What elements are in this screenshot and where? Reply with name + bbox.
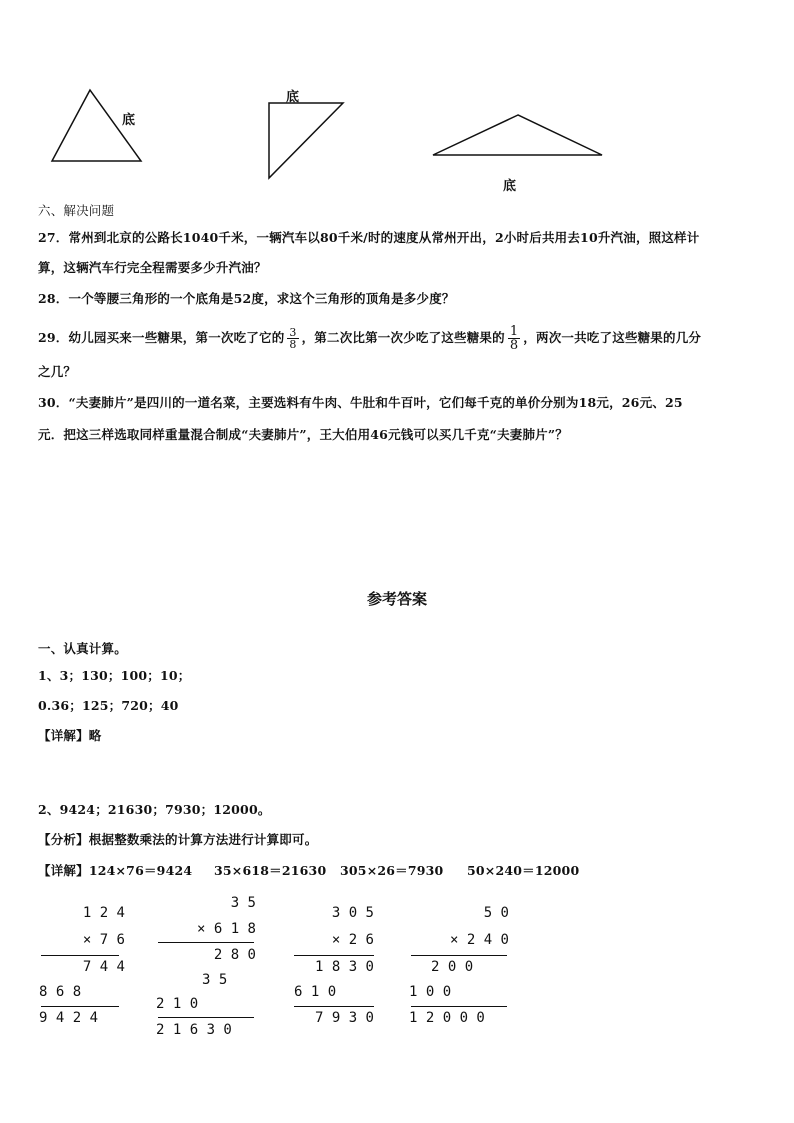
calc-row: × 2 4 0 xyxy=(449,932,509,948)
calc-rule xyxy=(158,942,254,943)
calc-row: 2 8 0 xyxy=(213,947,256,963)
calc-row: 1 0 0 xyxy=(409,984,452,1000)
calc-row: 7 9 3 0 xyxy=(314,1010,374,1026)
calc-rule xyxy=(294,955,374,956)
calc-rule xyxy=(158,1017,254,1018)
obtuse-triangle xyxy=(433,115,602,155)
equation-4: 50×240＝12000 xyxy=(467,863,580,878)
answer-2-detail xyxy=(38,862,192,880)
question-28: 28．一个等腰三角形的一个底角是52度，求这个三角形的顶角是多少度？ xyxy=(38,291,455,306)
calc-rule xyxy=(411,955,507,956)
equation-1: 124×76＝9424 xyxy=(88,863,193,878)
calc-row: 2 0 0 xyxy=(431,959,474,975)
calc-row: 3 5 xyxy=(230,895,256,911)
triangle-3-base-label: 底 xyxy=(503,179,517,194)
calc-row: × 2 6 xyxy=(331,932,374,948)
calc-row: 1 2 4 xyxy=(82,905,125,921)
answer-1-line1: 1、3；130；100；10； xyxy=(38,668,191,683)
calc-row: 6 1 0 xyxy=(294,984,337,1000)
calc-row: 5 0 xyxy=(483,905,509,921)
calc-row: × 6 1 8 xyxy=(196,921,256,937)
calc-row: 9 4 2 4 xyxy=(39,1010,99,1026)
equation-2: 35×618＝21630 xyxy=(214,863,327,878)
question-29-text-2: ，第二次比第一次少吃了这些糖果的 xyxy=(301,330,505,345)
calc-row: 2 1 6 3 0 xyxy=(156,1022,232,1038)
calc-rule xyxy=(411,1006,507,1007)
calc-rule xyxy=(41,955,119,956)
triangle-figures xyxy=(0,70,794,200)
detail-label: 【详解】 xyxy=(38,863,89,878)
question-29-line1 xyxy=(38,325,701,352)
question-29-text-1: 29．幼儿园买来一些糖果，第一次吃了它的 xyxy=(38,330,285,345)
question-29-text-3: ，两次一共吃了这些糖果的几分 xyxy=(523,330,702,345)
calc-row: 8 6 8 xyxy=(39,984,82,1000)
section-title: 六、解决问题 xyxy=(38,203,115,218)
answer-1-detail: 【详解】略 xyxy=(38,728,102,743)
answer-1-line2: 0.36；125；720；40 xyxy=(38,698,179,713)
calc-row: × 7 6 xyxy=(82,932,125,948)
vertical-calc-1 xyxy=(35,905,125,1035)
calc-row: 1 8 3 0 xyxy=(314,959,374,975)
right-triangle xyxy=(269,103,343,178)
question-27-line1: 27．常州到北京的公路长1040千米，一辆汽车以80千米/时的速度从常州开出，2小时后共用去10升汽油，照这样计 xyxy=(38,230,700,245)
question-27-line2: 算，这辆汽车行完全程需要多少升汽油？ xyxy=(38,260,267,275)
equation-3: 305×26＝7930 xyxy=(340,863,444,878)
calc-row: 1 2 0 0 0 xyxy=(409,1010,485,1026)
answer-section-1-title: 一、认真计算。 xyxy=(38,641,127,656)
triangle-2-base-label: 底 xyxy=(286,90,300,105)
fraction-three-eighths: $\frac{3}{8}$ xyxy=(289,326,297,351)
vertical-calc-2 xyxy=(152,895,260,1045)
fraction-one-eighth: $\frac{1}{8}$ xyxy=(509,324,519,353)
answer-2-analysis: 【分析】根据整数乘法的计算方法进行计算即可。 xyxy=(38,832,318,847)
answer-2-line: 2、9424；21630；7930；12000。 xyxy=(38,802,271,817)
calc-row: 3 0 5 xyxy=(331,905,374,921)
question-30-line2: 元．把这三样选取同样重量混合制成“夫妻肺片”，王大伯用46元钱可以买几千克“夫妻肺片”？ xyxy=(38,427,568,442)
calc-rule xyxy=(41,1006,119,1007)
question-29-line2: 之几？ xyxy=(38,364,77,379)
calc-rule xyxy=(294,1006,374,1007)
answer-key-title: 参考答案 xyxy=(366,590,427,608)
question-30-line1: 30．“夫妻肺片”是四川的一道名菜，主要选料有牛肉、牛肚和牛百叶，它们每千克的单价分别为18元，26元、25 xyxy=(38,395,683,410)
calc-row: 7 4 4 xyxy=(82,959,125,975)
vertical-calc-3 xyxy=(288,905,380,1035)
vertical-calc-4 xyxy=(405,905,513,1035)
triangle-1-base-label: 底 xyxy=(122,113,136,128)
calc-row: 3 5 xyxy=(202,972,228,988)
calc-row: 2 1 0 xyxy=(156,996,199,1012)
